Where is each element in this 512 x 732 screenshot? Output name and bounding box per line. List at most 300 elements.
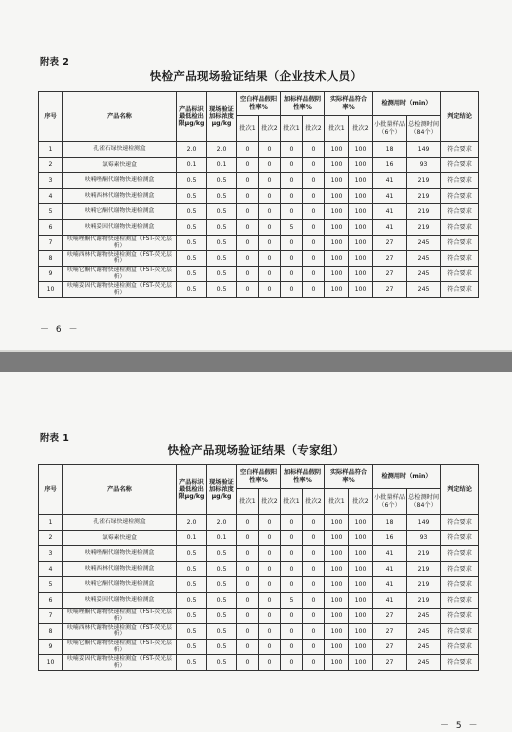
header-small-batch: 小批量样品（6个） bbox=[373, 489, 407, 515]
cell-false-positive-batch-2: 0 bbox=[259, 204, 281, 220]
cell-spike-concentration: 0.5 bbox=[207, 204, 237, 220]
cell-total-time: 219 bbox=[407, 577, 441, 593]
header-blank-false-positive: 空白样品假阳性率% bbox=[237, 465, 281, 489]
header-spiked-false-negative: 加标样品假阴性率% bbox=[281, 465, 325, 489]
header-spike-concentration: 现场验证加标浓度μg/kg bbox=[207, 465, 237, 515]
cell-product-name: 氯霉素快速盒 bbox=[63, 530, 177, 546]
cell-seq: 1 bbox=[39, 142, 63, 158]
cell-conclusion: 符合要求 bbox=[441, 530, 479, 546]
header-spike-concentration: 现场验证加标浓度μg/kg bbox=[207, 92, 237, 142]
cell-conclusion: 符合要求 bbox=[441, 219, 479, 235]
cell-agreement-batch-1: 100 bbox=[325, 157, 349, 173]
cell-product-name: 呋喃它酮代谢物快速检测盒 bbox=[63, 577, 177, 593]
cell-false-negative-batch-2: 0 bbox=[303, 142, 325, 158]
cell-small-batch-time: 41 bbox=[373, 592, 407, 608]
header-conclusion: 判定结论 bbox=[441, 92, 479, 142]
cell-false-negative-batch-2: 0 bbox=[303, 219, 325, 235]
cell-seq: 10 bbox=[39, 655, 63, 671]
cell-agreement-batch-1: 100 bbox=[325, 204, 349, 220]
cell-total-time: 245 bbox=[407, 608, 441, 624]
cell-product-name: 孔雀石绿快速检测盒 bbox=[63, 515, 177, 531]
cell-seq: 7 bbox=[39, 608, 63, 624]
table-row bbox=[39, 266, 479, 282]
cell-total-time: 149 bbox=[407, 515, 441, 531]
table-title: 快检产品现场验证结果（专家组） bbox=[167, 443, 345, 457]
cell-false-positive-batch-1: 0 bbox=[237, 219, 259, 235]
cell-seq: 6 bbox=[39, 219, 63, 235]
header-batch-2: 批次2 bbox=[303, 116, 325, 142]
cell-false-positive-batch-1: 0 bbox=[237, 515, 259, 531]
cell-product-name: 呋喃妥因代谢物快速检测盒 bbox=[63, 592, 177, 608]
cell-conclusion: 符合要求 bbox=[441, 142, 479, 158]
cell-false-positive-batch-1: 0 bbox=[237, 157, 259, 173]
cell-spike-concentration: 0.5 bbox=[207, 577, 237, 593]
cell-false-positive-batch-2: 0 bbox=[259, 188, 281, 204]
results-table bbox=[38, 91, 479, 298]
cell-false-positive-batch-1: 0 bbox=[237, 561, 259, 577]
header-conclusion: 判定结论 bbox=[441, 465, 479, 515]
cell-false-negative-batch-2: 0 bbox=[303, 624, 325, 640]
cell-false-negative-batch-2: 0 bbox=[303, 561, 325, 577]
cell-spike-concentration: 0.1 bbox=[207, 530, 237, 546]
cell-spike-concentration: 0.1 bbox=[207, 157, 237, 173]
cell-false-positive-batch-2: 0 bbox=[259, 577, 281, 593]
cell-conclusion: 符合要求 bbox=[441, 608, 479, 624]
cell-seq: 3 bbox=[39, 173, 63, 189]
header-detection-limit: 产品标识最低检出限μg/kg bbox=[177, 465, 207, 515]
header-seq: 序号 bbox=[39, 92, 63, 142]
cell-total-time: 93 bbox=[407, 530, 441, 546]
table-row bbox=[39, 219, 479, 235]
cell-false-negative-batch-1: 0 bbox=[281, 204, 303, 220]
table-row bbox=[39, 515, 479, 531]
cell-agreement-batch-1: 100 bbox=[325, 561, 349, 577]
cell-product-name: 呋喃西林代谢物快速检测盒 bbox=[63, 188, 177, 204]
cell-small-batch-time: 41 bbox=[373, 188, 407, 204]
cell-agreement-batch-2: 100 bbox=[349, 608, 373, 624]
header-small-batch: 小批量样品（6个） bbox=[373, 116, 407, 142]
cell-spike-concentration: 0.5 bbox=[207, 639, 237, 655]
cell-false-positive-batch-2: 0 bbox=[259, 266, 281, 282]
cell-false-negative-batch-1: 0 bbox=[281, 546, 303, 562]
cell-spike-concentration: 0.5 bbox=[207, 624, 237, 640]
cell-false-negative-batch-2: 0 bbox=[303, 530, 325, 546]
cell-agreement-batch-2: 100 bbox=[349, 577, 373, 593]
cell-detection-limit: 0.5 bbox=[177, 188, 207, 204]
cell-detection-limit: 0.1 bbox=[177, 530, 207, 546]
cell-false-negative-batch-1: 0 bbox=[281, 639, 303, 655]
table-row bbox=[39, 592, 479, 608]
cell-conclusion: 符合要求 bbox=[441, 515, 479, 531]
cell-false-positive-batch-2: 0 bbox=[259, 655, 281, 671]
cell-conclusion: 符合要求 bbox=[441, 235, 479, 251]
cell-small-batch-time: 27 bbox=[373, 235, 407, 251]
cell-false-negative-batch-2: 0 bbox=[303, 251, 325, 267]
cell-total-time: 245 bbox=[407, 639, 441, 655]
cell-small-batch-time: 27 bbox=[373, 624, 407, 640]
cell-total-time: 219 bbox=[407, 173, 441, 189]
cell-false-negative-batch-1: 0 bbox=[281, 157, 303, 173]
cell-total-time: 245 bbox=[407, 282, 441, 298]
cell-false-negative-batch-2: 0 bbox=[303, 157, 325, 173]
cell-false-positive-batch-1: 0 bbox=[237, 639, 259, 655]
cell-conclusion: 符合要求 bbox=[441, 546, 479, 562]
cell-total-time: 149 bbox=[407, 142, 441, 158]
table-row bbox=[39, 608, 479, 624]
cell-small-batch-time: 18 bbox=[373, 142, 407, 158]
cell-spike-concentration: 0.5 bbox=[207, 561, 237, 577]
header-batch-1: 批次1 bbox=[237, 116, 259, 142]
cell-false-negative-batch-2: 0 bbox=[303, 592, 325, 608]
cell-seq: 4 bbox=[39, 188, 63, 204]
cell-small-batch-time: 27 bbox=[373, 608, 407, 624]
table-row bbox=[39, 251, 479, 267]
cell-product-name: 呋喃唑酮代谢物快速检测盒 bbox=[63, 546, 177, 562]
cell-total-time: 219 bbox=[407, 592, 441, 608]
table-row bbox=[39, 173, 479, 189]
cell-product-name: 呋喃西林代谢物快速检测盒 bbox=[63, 561, 177, 577]
cell-total-time: 245 bbox=[407, 624, 441, 640]
table-row bbox=[39, 561, 479, 577]
cell-conclusion: 符合要求 bbox=[441, 204, 479, 220]
cell-seq: 7 bbox=[39, 235, 63, 251]
cell-small-batch-time: 27 bbox=[373, 639, 407, 655]
cell-agreement-batch-1: 100 bbox=[325, 546, 349, 562]
cell-spike-concentration: 0.5 bbox=[207, 655, 237, 671]
cell-false-negative-batch-1: 0 bbox=[281, 624, 303, 640]
cell-conclusion: 符合要求 bbox=[441, 577, 479, 593]
cell-spike-concentration: 0.5 bbox=[207, 235, 237, 251]
cell-conclusion: 符合要求 bbox=[441, 188, 479, 204]
cell-product-name: 呋喃西林代谢物快速检测盒（FST-荧光层析） bbox=[63, 251, 177, 267]
cell-false-negative-batch-2: 0 bbox=[303, 282, 325, 298]
cell-agreement-batch-1: 100 bbox=[325, 188, 349, 204]
cell-agreement-batch-1: 100 bbox=[325, 266, 349, 282]
header-total-time: 总检测时间（84个） bbox=[407, 116, 441, 142]
cell-product-name: 呋喃妥因代谢物快速检测盒（FST-荧光层析） bbox=[63, 655, 177, 671]
cell-false-positive-batch-1: 0 bbox=[237, 530, 259, 546]
cell-conclusion: 符合要求 bbox=[441, 251, 479, 267]
cell-detection-limit: 0.5 bbox=[177, 173, 207, 189]
header-batch-2: 批次2 bbox=[349, 489, 373, 515]
header-batch-2: 批次2 bbox=[259, 116, 281, 142]
cell-false-negative-batch-1: 0 bbox=[281, 655, 303, 671]
cell-spike-concentration: 0.5 bbox=[207, 219, 237, 235]
cell-false-negative-batch-2: 0 bbox=[303, 515, 325, 531]
header-time-used: 检测用时（min） bbox=[373, 92, 441, 116]
table-title: 快检产品现场验证结果（企业技术人员） bbox=[149, 69, 363, 83]
header-actual-agreement: 实际样品符合率% bbox=[325, 92, 373, 116]
cell-false-negative-batch-2: 0 bbox=[303, 204, 325, 220]
cell-false-positive-batch-2: 0 bbox=[259, 530, 281, 546]
cell-conclusion: 符合要求 bbox=[441, 592, 479, 608]
cell-agreement-batch-1: 100 bbox=[325, 655, 349, 671]
page-edge bbox=[0, 350, 512, 352]
cell-false-positive-batch-1: 0 bbox=[237, 655, 259, 671]
cell-false-positive-batch-2: 0 bbox=[259, 608, 281, 624]
cell-small-batch-time: 16 bbox=[373, 157, 407, 173]
cell-agreement-batch-2: 100 bbox=[349, 235, 373, 251]
cell-seq: 4 bbox=[39, 561, 63, 577]
cell-small-batch-time: 27 bbox=[373, 655, 407, 671]
cell-false-negative-batch-1: 0 bbox=[281, 173, 303, 189]
cell-small-batch-time: 41 bbox=[373, 577, 407, 593]
cell-total-time: 93 bbox=[407, 157, 441, 173]
cell-false-positive-batch-1: 0 bbox=[237, 266, 259, 282]
cell-false-positive-batch-1: 0 bbox=[237, 142, 259, 158]
cell-total-time: 245 bbox=[407, 251, 441, 267]
cell-detection-limit: 0.5 bbox=[177, 561, 207, 577]
cell-product-name: 氯霉素快速盒 bbox=[63, 157, 177, 173]
table-row bbox=[39, 577, 479, 593]
cell-agreement-batch-1: 100 bbox=[325, 282, 349, 298]
cell-seq: 10 bbox=[39, 282, 63, 298]
cell-product-name: 呋喃唑酮代谢物快速检测盒（FST-荧光层析） bbox=[63, 608, 177, 624]
cell-product-name: 呋喃唑酮代谢物快速检测盒 bbox=[63, 173, 177, 189]
cell-seq: 1 bbox=[39, 515, 63, 531]
cell-detection-limit: 0.1 bbox=[177, 157, 207, 173]
cell-agreement-batch-1: 100 bbox=[325, 142, 349, 158]
header-blank-false-positive: 空白样品假阳性率% bbox=[237, 92, 281, 116]
cell-agreement-batch-1: 100 bbox=[325, 235, 349, 251]
cell-total-time: 245 bbox=[407, 655, 441, 671]
header-actual-agreement: 实际样品符合率% bbox=[325, 465, 373, 489]
cell-agreement-batch-1: 100 bbox=[325, 592, 349, 608]
cell-agreement-batch-2: 100 bbox=[349, 546, 373, 562]
cell-small-batch-time: 41 bbox=[373, 173, 407, 189]
cell-total-time: 219 bbox=[407, 188, 441, 204]
header-batch-1: 批次1 bbox=[281, 116, 303, 142]
cell-conclusion: 符合要求 bbox=[441, 282, 479, 298]
cell-false-positive-batch-1: 0 bbox=[237, 577, 259, 593]
cell-spike-concentration: 0.5 bbox=[207, 608, 237, 624]
cell-agreement-batch-2: 100 bbox=[349, 173, 373, 189]
cell-seq: 8 bbox=[39, 251, 63, 267]
cell-agreement-batch-1: 100 bbox=[325, 515, 349, 531]
cell-false-positive-batch-2: 0 bbox=[259, 235, 281, 251]
page-number: － 6 － bbox=[40, 325, 80, 335]
cell-false-positive-batch-2: 0 bbox=[259, 561, 281, 577]
cell-conclusion: 符合要求 bbox=[441, 624, 479, 640]
cell-small-batch-time: 41 bbox=[373, 219, 407, 235]
cell-detection-limit: 0.5 bbox=[177, 546, 207, 562]
cell-agreement-batch-1: 100 bbox=[325, 530, 349, 546]
cell-detection-limit: 0.5 bbox=[177, 592, 207, 608]
cell-false-negative-batch-2: 0 bbox=[303, 266, 325, 282]
header-time-used: 检测用时（min） bbox=[373, 465, 441, 489]
cell-false-positive-batch-1: 0 bbox=[237, 624, 259, 640]
cell-detection-limit: 0.5 bbox=[177, 282, 207, 298]
cell-false-positive-batch-2: 0 bbox=[259, 639, 281, 655]
cell-false-negative-batch-1: 0 bbox=[281, 577, 303, 593]
cell-agreement-batch-2: 100 bbox=[349, 157, 373, 173]
header-batch-1: 批次1 bbox=[237, 489, 259, 515]
cell-total-time: 245 bbox=[407, 235, 441, 251]
cell-product-name: 呋喃它酮代谢物快速检测盒（FST-荧光层析） bbox=[63, 266, 177, 282]
cell-false-negative-batch-2: 0 bbox=[303, 235, 325, 251]
cell-false-negative-batch-2: 0 bbox=[303, 655, 325, 671]
cell-small-batch-time: 27 bbox=[373, 251, 407, 267]
results-table bbox=[38, 464, 479, 671]
cell-detection-limit: 0.5 bbox=[177, 655, 207, 671]
cell-spike-concentration: 0.5 bbox=[207, 546, 237, 562]
cell-false-negative-batch-2: 0 bbox=[303, 577, 325, 593]
header-batch-1: 批次1 bbox=[281, 489, 303, 515]
cell-agreement-batch-2: 100 bbox=[349, 530, 373, 546]
cell-false-negative-batch-2: 0 bbox=[303, 546, 325, 562]
cell-detection-limit: 0.5 bbox=[177, 624, 207, 640]
cell-seq: 2 bbox=[39, 530, 63, 546]
cell-detection-limit: 0.5 bbox=[177, 577, 207, 593]
cell-agreement-batch-2: 100 bbox=[349, 204, 373, 220]
cell-total-time: 245 bbox=[407, 266, 441, 282]
cell-seq: 9 bbox=[39, 266, 63, 282]
header-total-time: 总检测时间（84个） bbox=[407, 489, 441, 515]
cell-agreement-batch-2: 100 bbox=[349, 266, 373, 282]
cell-false-negative-batch-2: 0 bbox=[303, 608, 325, 624]
header-product-name: 产品名称 bbox=[63, 92, 177, 142]
cell-conclusion: 符合要求 bbox=[441, 655, 479, 671]
cell-false-negative-batch-2: 0 bbox=[303, 639, 325, 655]
cell-agreement-batch-2: 100 bbox=[349, 282, 373, 298]
cell-conclusion: 符合要求 bbox=[441, 157, 479, 173]
cell-agreement-batch-2: 100 bbox=[349, 251, 373, 267]
cell-total-time: 219 bbox=[407, 219, 441, 235]
cell-detection-limit: 0.5 bbox=[177, 251, 207, 267]
header-batch-2: 批次2 bbox=[349, 116, 373, 142]
cell-agreement-batch-2: 100 bbox=[349, 219, 373, 235]
cell-total-time: 219 bbox=[407, 546, 441, 562]
cell-false-negative-batch-1: 0 bbox=[281, 608, 303, 624]
cell-false-positive-batch-1: 0 bbox=[237, 235, 259, 251]
cell-agreement-batch-2: 100 bbox=[349, 655, 373, 671]
cell-false-positive-batch-2: 0 bbox=[259, 546, 281, 562]
appendix-label: 附表 2 bbox=[40, 57, 69, 68]
cell-seq: 9 bbox=[39, 639, 63, 655]
cell-spike-concentration: 0.5 bbox=[207, 282, 237, 298]
cell-seq: 5 bbox=[39, 577, 63, 593]
table-row bbox=[39, 530, 479, 546]
cell-false-positive-batch-1: 0 bbox=[237, 173, 259, 189]
table-row bbox=[39, 546, 479, 562]
header-batch-2: 批次2 bbox=[259, 489, 281, 515]
cell-agreement-batch-1: 100 bbox=[325, 251, 349, 267]
cell-agreement-batch-1: 100 bbox=[325, 219, 349, 235]
cell-false-positive-batch-2: 0 bbox=[259, 592, 281, 608]
document-page-5 bbox=[0, 372, 512, 732]
cell-false-negative-batch-1: 0 bbox=[281, 561, 303, 577]
cell-agreement-batch-1: 100 bbox=[325, 639, 349, 655]
cell-product-name: 孔雀石绿快速检测盒 bbox=[63, 142, 177, 158]
cell-agreement-batch-1: 100 bbox=[325, 624, 349, 640]
cell-agreement-batch-1: 100 bbox=[325, 577, 349, 593]
table-row bbox=[39, 624, 479, 640]
cell-detection-limit: 0.5 bbox=[177, 204, 207, 220]
table-row bbox=[39, 157, 479, 173]
cell-detection-limit: 2.0 bbox=[177, 515, 207, 531]
cell-small-batch-time: 27 bbox=[373, 282, 407, 298]
cell-false-negative-batch-1: 0 bbox=[281, 530, 303, 546]
cell-detection-limit: 0.5 bbox=[177, 219, 207, 235]
cell-small-batch-time: 16 bbox=[373, 530, 407, 546]
table-row bbox=[39, 188, 479, 204]
cell-small-batch-time: 27 bbox=[373, 266, 407, 282]
cell-small-batch-time: 41 bbox=[373, 204, 407, 220]
cell-false-positive-batch-2: 0 bbox=[259, 251, 281, 267]
cell-product-name: 呋喃妥因代谢物快速检测盒 bbox=[63, 219, 177, 235]
cell-false-positive-batch-1: 0 bbox=[237, 188, 259, 204]
cell-spike-concentration: 2.0 bbox=[207, 515, 237, 531]
cell-false-positive-batch-1: 0 bbox=[237, 592, 259, 608]
cell-small-batch-time: 41 bbox=[373, 561, 407, 577]
cell-false-positive-batch-2: 0 bbox=[259, 142, 281, 158]
header-batch-1: 批次1 bbox=[325, 489, 349, 515]
table-row bbox=[39, 142, 479, 158]
cell-agreement-batch-1: 100 bbox=[325, 608, 349, 624]
cell-false-negative-batch-1: 0 bbox=[281, 142, 303, 158]
cell-agreement-batch-1: 100 bbox=[325, 173, 349, 189]
header-detection-limit: 产品标识最低检出限μg/kg bbox=[177, 92, 207, 142]
cell-false-negative-batch-1: 0 bbox=[281, 251, 303, 267]
cell-detection-limit: 0.5 bbox=[177, 235, 207, 251]
cell-product-name: 呋喃它酮代谢物快速检测盒 bbox=[63, 204, 177, 220]
table-row bbox=[39, 655, 479, 671]
cell-spike-concentration: 2.0 bbox=[207, 142, 237, 158]
cell-false-positive-batch-2: 0 bbox=[259, 515, 281, 531]
cell-conclusion: 符合要求 bbox=[441, 266, 479, 282]
cell-agreement-batch-2: 100 bbox=[349, 561, 373, 577]
cell-agreement-batch-2: 100 bbox=[349, 624, 373, 640]
cell-false-positive-batch-1: 0 bbox=[237, 251, 259, 267]
cell-false-positive-batch-2: 0 bbox=[259, 173, 281, 189]
cell-false-negative-batch-2: 0 bbox=[303, 188, 325, 204]
cell-seq: 5 bbox=[39, 204, 63, 220]
table-row bbox=[39, 235, 479, 251]
cell-false-negative-batch-2: 0 bbox=[303, 173, 325, 189]
cell-false-negative-batch-1: 0 bbox=[281, 235, 303, 251]
cell-product-name: 呋喃西林代谢物快速检测盒（FST-荧光层析） bbox=[63, 624, 177, 640]
cell-false-positive-batch-2: 0 bbox=[259, 219, 281, 235]
cell-product-name: 呋喃妥因代谢物快速检测盒（FST-荧光层析） bbox=[63, 282, 177, 298]
cell-product-name: 呋喃唑酮代谢物快速检测盒（FST-荧光层析） bbox=[63, 235, 177, 251]
cell-seq: 3 bbox=[39, 546, 63, 562]
cell-false-positive-batch-1: 0 bbox=[237, 546, 259, 562]
appendix-label: 附表 1 bbox=[40, 433, 69, 444]
page-number: － 5 － bbox=[440, 721, 480, 731]
cell-spike-concentration: 0.5 bbox=[207, 188, 237, 204]
cell-product-name: 呋喃它酮代谢物快速检测盒（FST-荧光层析） bbox=[63, 639, 177, 655]
cell-false-negative-batch-1: 0 bbox=[281, 282, 303, 298]
cell-false-positive-batch-2: 0 bbox=[259, 157, 281, 173]
cell-conclusion: 符合要求 bbox=[441, 639, 479, 655]
cell-seq: 2 bbox=[39, 157, 63, 173]
cell-agreement-batch-2: 100 bbox=[349, 142, 373, 158]
cell-total-time: 219 bbox=[407, 561, 441, 577]
cell-agreement-batch-2: 100 bbox=[349, 639, 373, 655]
cell-spike-concentration: 0.5 bbox=[207, 251, 237, 267]
header-batch-1: 批次1 bbox=[325, 116, 349, 142]
cell-spike-concentration: 0.5 bbox=[207, 592, 237, 608]
cell-conclusion: 符合要求 bbox=[441, 173, 479, 189]
cell-false-negative-batch-1: 0 bbox=[281, 188, 303, 204]
document-page-6 bbox=[0, 0, 512, 352]
table-row bbox=[39, 639, 479, 655]
cell-total-time: 219 bbox=[407, 204, 441, 220]
table-row bbox=[39, 282, 479, 298]
cell-spike-concentration: 0.5 bbox=[207, 173, 237, 189]
cell-false-positive-batch-2: 0 bbox=[259, 282, 281, 298]
cell-seq: 6 bbox=[39, 592, 63, 608]
